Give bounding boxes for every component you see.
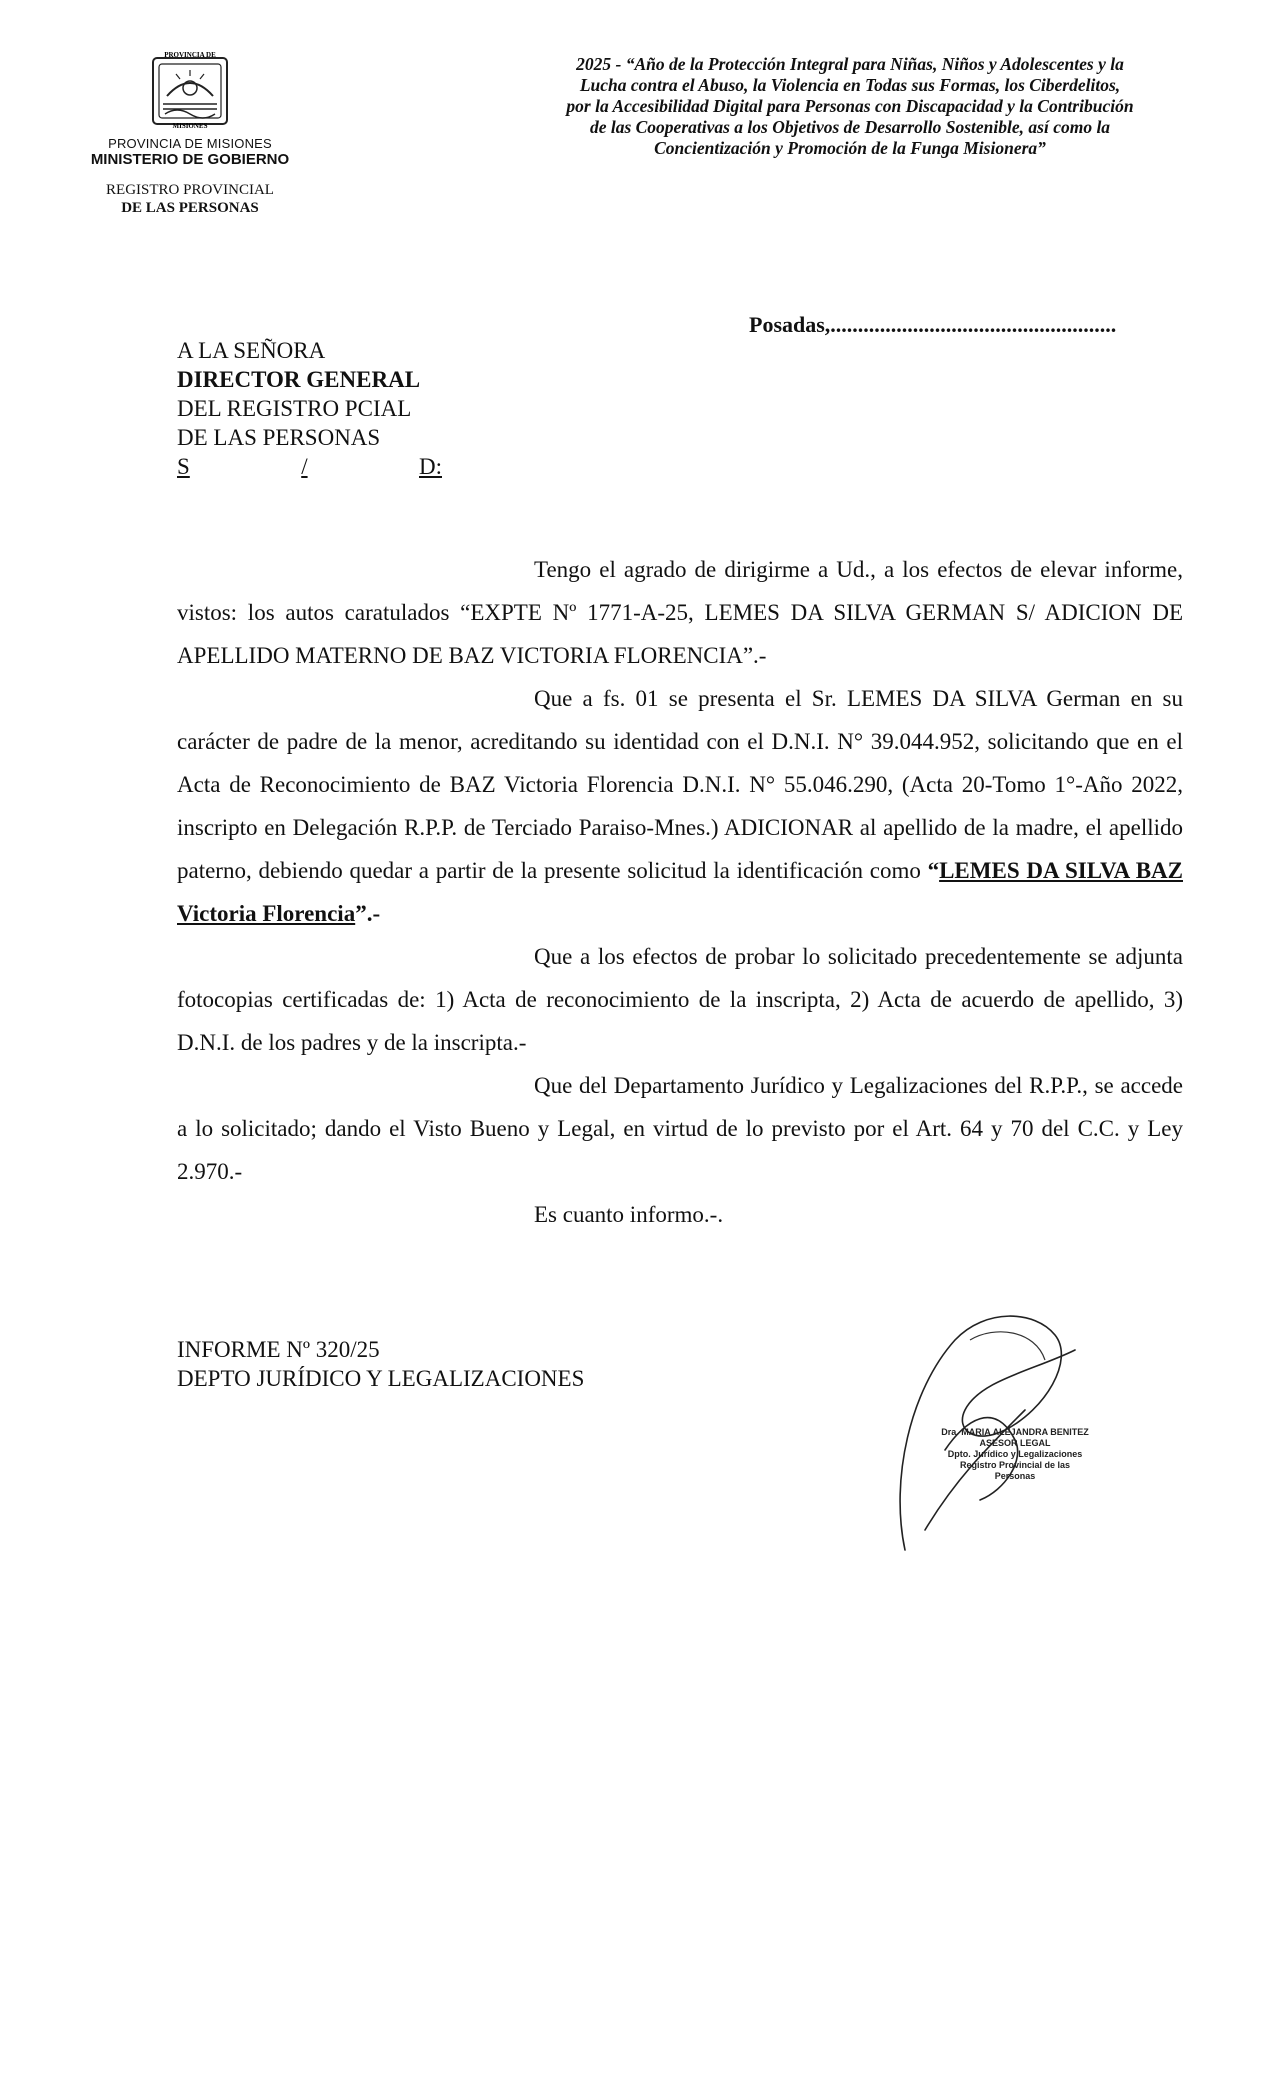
quote-open: “ <box>927 858 940 883</box>
letter-body <box>177 548 1183 1236</box>
addressee-line: DEL REGISTRO PCIAL <box>177 396 412 421</box>
report-department: DEPTO JURÍDICO Y LEGALIZACIONES <box>177 1366 585 1391</box>
sd-slash: / <box>301 454 308 479</box>
addressee-line: A LA SEÑORA <box>177 338 326 363</box>
report-reference <box>177 1335 584 1393</box>
stamp-line: Registro Provincial de las Personas <box>959 1460 1071 1481</box>
sd-s: S <box>177 454 190 479</box>
legal-advisor-stamp <box>940 1427 1090 1482</box>
svg-text:PROVINCIA DE: PROVINCIA DE <box>164 51 216 59</box>
sd-line <box>177 452 442 481</box>
paragraph-2 <box>177 677 1183 935</box>
addressee-line: DE LAS PERSONAS <box>177 425 381 450</box>
letterhead <box>60 48 320 217</box>
paragraph-1: Tengo el agrado de dirigirme a Ud., a los efectos de elevar informe, vistos: los autos caratulados “EXPTE Nº 1771-A-25, LEMES DA SILVA GERMAN S/ ADICION DE APELLIDO MATERNO DE BAZ VICTORIA FLORENCIA”.- <box>177 557 1183 668</box>
motto-line: 2025 - “Año de la Protección Integral para Niñas, Niños y Adolescentes y la <box>576 54 1124 74</box>
addressee-block <box>177 336 442 481</box>
paragraph-4: Que del Departamento Jurídico y Legalizaciones del R.P.P., se accede a lo solicitado; dando el Visto Bueno y Legal, en virtud de lo previsto por el Art. 64 y 70 del C.C. y Ley 2.970.- <box>177 1073 1183 1184</box>
province-name: PROVINCIA DE MISIONES <box>108 136 272 151</box>
year-motto <box>490 54 1210 159</box>
svg-text:MISIONES: MISIONES <box>172 122 208 130</box>
registry-line-1: REGISTRO PROVINCIAL <box>106 182 274 198</box>
motto-line: Lucha contra el Abuso, la Violencia en Todas sus Formas, los Ciberdelitos, <box>579 75 1121 95</box>
ministry-name: MINISTERIO DE GOBIERNO <box>90 151 290 168</box>
addressee-title: DIRECTOR GENERAL <box>177 367 421 392</box>
motto-line: Concientización y Promoción de la Funga Misionera” <box>654 138 1046 158</box>
paragraph-5: Es cuanto informo.-. <box>534 1202 724 1227</box>
motto-line: por la Accesibilidad Digital para Personas con Discapacidad y la Contribución <box>566 96 1134 116</box>
paragraph-2-text: Que a fs. 01 se presenta el Sr. LEMES DA SILVA German en su carácter de padre de la menor, acreditando su identidad con el D.N.I. N° 39.044.952, solicitando que en el Acta de Reconocimiento de BAZ Victoria Florencia D.N.I. N° 55.046.290, (Acta 20-Tomo 1°-Año 2022, inscripto en Delegación R.P.P. de Terciado Paraiso-Mnes.) ADICIONAR al apellido de la madre, el apellido paterno, debiendo quedar a partir de la presente solicitud la identificación como <box>177 686 1183 883</box>
report-number: INFORME Nº 320/25 <box>177 1337 380 1362</box>
date-line: Posadas,.................................................... <box>749 312 1117 337</box>
registry-line-2: DE LAS PERSONAS <box>121 200 259 216</box>
stamp-line: Dra. MARIA ALEJANDRA BENITEZ <box>941 1427 1089 1437</box>
stamp-line: ASESOR LEGAL <box>979 1438 1051 1448</box>
sd-d: D: <box>419 454 442 479</box>
quote-close: ”.- <box>355 901 381 926</box>
provincial-seal-icon <box>147 48 233 130</box>
paragraph-3: Que a los efectos de probar lo solicitado precedentemente se adjunta fotocopias certificadas de: 1) Acta de reconocimiento de la inscripta, 2) Acta de acuerdo de apellido, 3) D.N.I. de los padres y de la inscripta.- <box>177 944 1183 1055</box>
resulting-name: LEMES DA SILVA BAZ Victoria Florencia <box>177 858 1183 926</box>
stamp-line: Dpto. Jurídico y Legalizaciones <box>947 1449 1083 1459</box>
motto-line: de las Cooperativas a los Objetivos de Desarrollo Sostenible, así como la <box>589 117 1111 137</box>
